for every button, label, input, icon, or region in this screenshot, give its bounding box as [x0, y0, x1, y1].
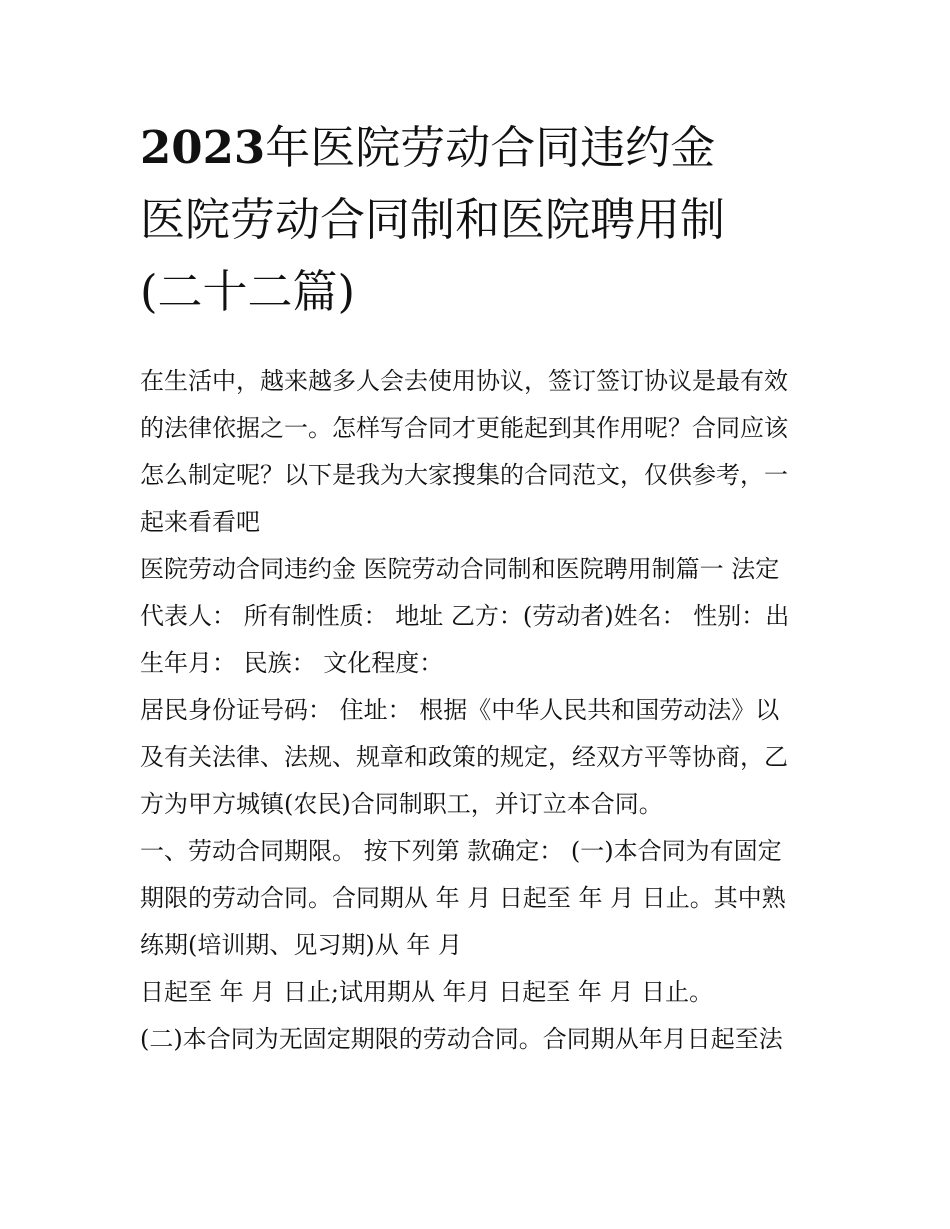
- body-line: 起来看看吧: [140, 508, 260, 536]
- body-line: 一、劳动合同期限。 按下列第 款确定： (一)本合同为有固定: [140, 837, 782, 865]
- title-line-1-text: 年医院劳动合同违约金: [265, 121, 716, 174]
- body-line: 在生活中，越来越多人会去使用协议，签订签订协议是最有效: [140, 367, 788, 395]
- body-line: 医院劳动合同违约金 医院劳动合同制和医院聘用制篇一 法定: [140, 555, 780, 583]
- body-line: 练期(培训期、见习期)从 年 月: [140, 931, 462, 959]
- title-year: 2023: [140, 121, 266, 174]
- body-line: 代表人： 所有制性质： 地址 乙方：(劳动者)姓名： 性别：出: [140, 602, 790, 630]
- body-line: 及有关法律、法规、规章和政策的规定，经双方平等协商，乙: [140, 743, 788, 771]
- body-line: 方为甲方城镇(农民)合同制职工，并订立本合同。: [140, 790, 663, 818]
- document-title: [140, 112, 820, 328]
- title-line-1: [140, 112, 820, 184]
- body-line: 期限的劳动合同。合同期从 年 月 日起至 年 月 日止。其中熟: [140, 884, 786, 912]
- body-line: 的法律依据之一。怎样写合同才更能起到其作用呢？合同应该: [140, 414, 788, 442]
- body-line: 怎么制定呢？以下是我为大家搜集的合同范文，仅供参考，一: [140, 461, 788, 489]
- body-line: 日起至 年 月 日止;试用期从 年月 日起至 年 月 日止。: [140, 978, 714, 1006]
- title-line-3: (二十二篇): [140, 265, 356, 318]
- body-line: 生年月： 民族： 文化程度：: [140, 649, 444, 677]
- body-line: 居民身份证号码： 住址： 根据《中华人民共和国劳动法》以: [140, 696, 780, 724]
- document-body: [140, 358, 820, 1063]
- title-line-2: 医院劳动合同制和医院聘用制: [140, 193, 726, 246]
- body-line: (二)本合同为无固定期限的劳动合同。合同期从年月日起至法: [140, 1025, 783, 1053]
